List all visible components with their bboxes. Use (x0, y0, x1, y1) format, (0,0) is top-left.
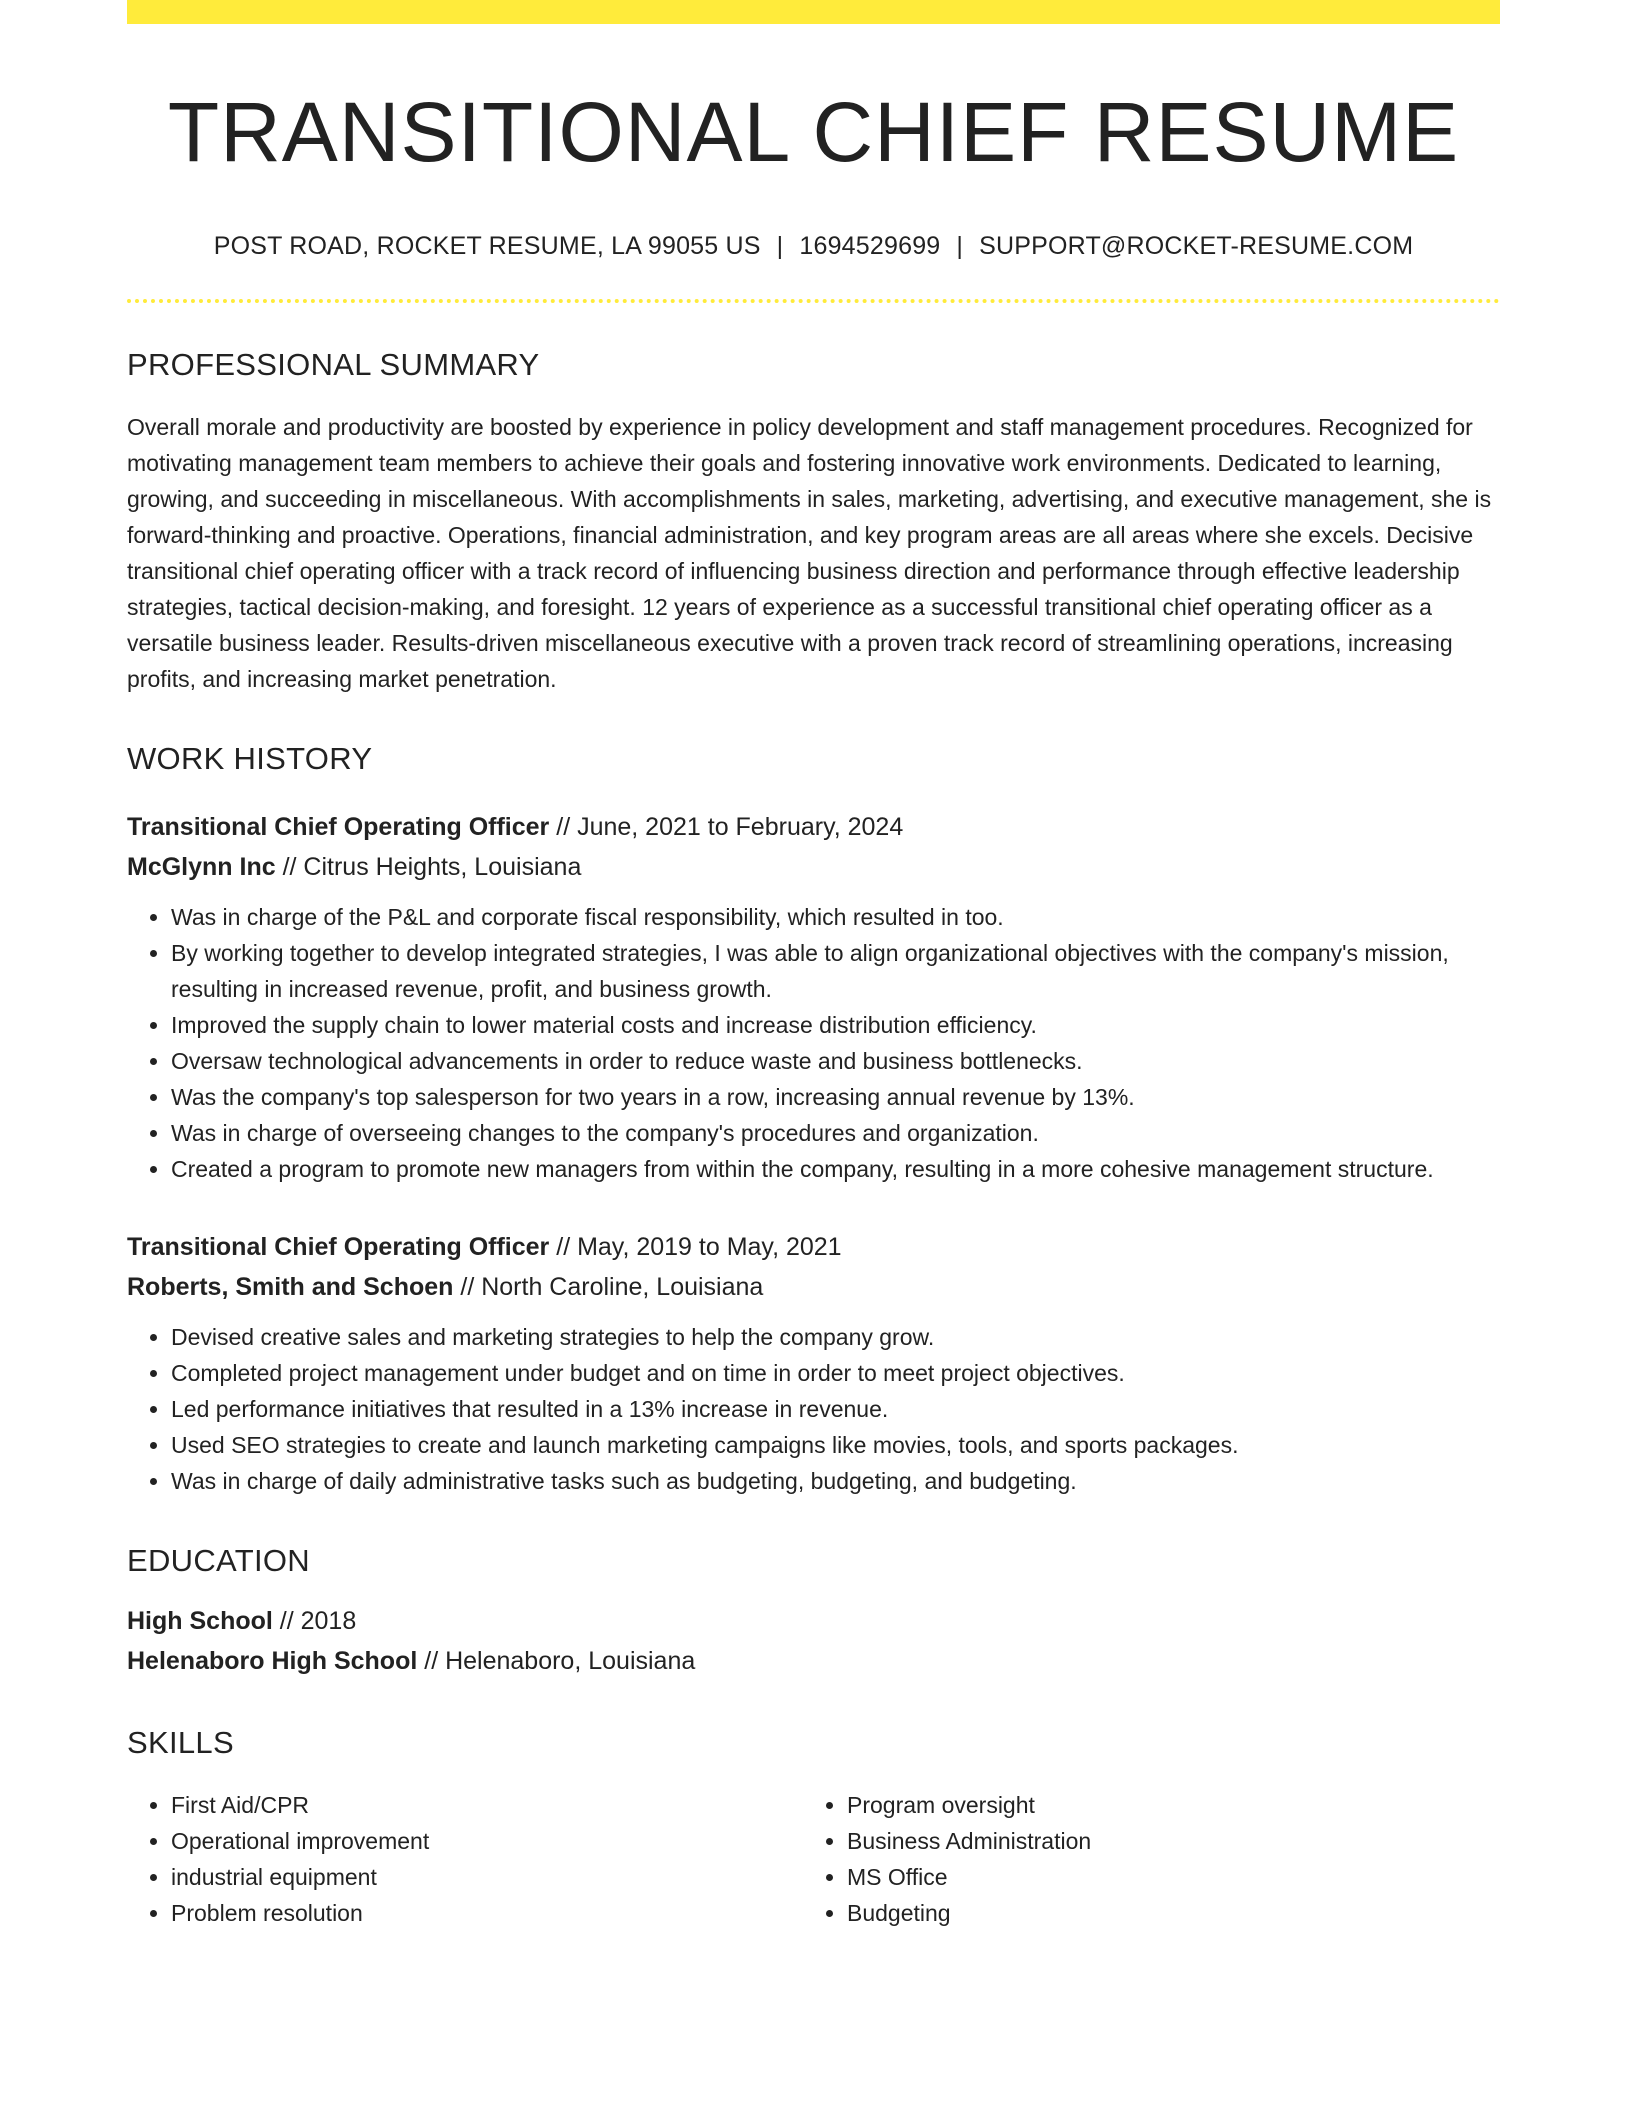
job-role: Transitional Chief Operating Officer (127, 813, 550, 842)
accent-bar (127, 0, 1500, 24)
job-bullets (127, 1319, 1500, 1499)
contact-line (127, 232, 1500, 261)
list-item: • Was in charge of daily administrative tasks such as budgeting, budgeting, and budgeting. (171, 1463, 1500, 1499)
list-item: • Was in charge of the P&L and corporate fiscal responsibility, which resulted in too. (171, 899, 1500, 935)
job-location: // North Caroline, Louisiana (453, 1273, 764, 1302)
education-location: // Helenaboro, Louisiana (417, 1647, 696, 1676)
job-location: // Citrus Heights, Louisiana (275, 853, 582, 882)
education-degree-line (127, 1601, 1500, 1641)
skill-item: • Problem resolution (171, 1895, 803, 1931)
education-heading: EDUCATION (127, 1543, 310, 1579)
summary-text: Overall morale and productivity are boosted by experience in policy development and staff management procedures. Recognized for motivating management team members to achieve their goals and fostering innovative work environments. Dedicated to learning, growing, and succeeding in miscellaneous. With accomplishments in sales, marketing, advertising, and executive management, she is forward-thinking and proactive. Operations, financial administration, and key program areas are all areas where she excels. Decisive transitional chief operating officer with a track record of influencing business direction and performance through effective leadership strategies, tactical decision-making, and foresight. 12 years of experience as a successful transitional chief operating officer as a versatile business leader. Results-driven miscellaneous executive with a proven track record of streamlining operations, increasing profits, and increasing market penetration. (127, 414, 1492, 693)
work-history-heading: WORK HISTORY (127, 741, 373, 777)
list-item: • Improved the supply chain to lower material costs and increase distribution efficiency. (171, 1007, 1500, 1043)
skill-item: • Operational improvement (171, 1823, 803, 1859)
job-company: Roberts, Smith and Schoen (127, 1273, 454, 1302)
skills-column-right (803, 1787, 1479, 1931)
skills-column-left (127, 1787, 803, 1931)
list-item: • Was the company's top salesperson for two years in a row, increasing annual revenue by 13%. (171, 1079, 1500, 1115)
job-company: McGlynn Inc (127, 853, 276, 882)
job-bullets (127, 899, 1500, 1187)
education-degree: High School (127, 1607, 273, 1636)
resume-title: TRANSITIONAL CHIEF RESUME (167, 85, 1460, 179)
job-entry (127, 1227, 1500, 1499)
contact-separator: | (776, 232, 784, 261)
job-company-line (127, 1267, 1500, 1307)
email: SUPPORT@ROCKET-RESUME.COM (979, 232, 1414, 261)
list-item: • Led performance initiatives that resulted in a 13% increase in revenue. (171, 1391, 1500, 1427)
list-item: • Oversaw technological advancements in order to reduce waste and business bottlenecks. (171, 1043, 1500, 1079)
job-title-line (127, 807, 1500, 847)
job-dates: // June, 2021 to February, 2024 (549, 813, 904, 842)
education-year: // 2018 (272, 1607, 357, 1636)
job-role: Transitional Chief Operating Officer (127, 1233, 550, 1262)
skill-item: • industrial equipment (171, 1859, 803, 1895)
list-item: • Used SEO strategies to create and launch marketing campaigns like movies, tools, and sports packages. (171, 1427, 1500, 1463)
list-item: • Created a program to promote new managers from within the company, resulting in a more cohesive management structure. (171, 1151, 1500, 1187)
contact-separator: | (956, 232, 964, 261)
job-title-line (127, 1227, 1500, 1267)
list-item: • Was in charge of overseeing changes to the company's procedures and organization. (171, 1115, 1500, 1151)
education-school: Helenaboro High School (127, 1647, 418, 1676)
skills-heading: SKILLS (127, 1725, 234, 1761)
skill-item: • First Aid/CPR (171, 1787, 803, 1823)
education-school-line (127, 1641, 1500, 1681)
phone: 1694529699 (799, 232, 941, 261)
list-item: • By working together to develop integrated strategies, I was able to align organizational objectives with the company's mission, resulting in increased revenue, profit, and business growth. (171, 935, 1500, 1007)
address: POST ROAD, ROCKET RESUME, LA 99055 US (213, 232, 761, 261)
skill-item: • MS Office (847, 1859, 1479, 1895)
header-divider (127, 299, 1500, 303)
education-entry (127, 1601, 1500, 1681)
skill-item: • Program oversight (847, 1787, 1479, 1823)
list-item: • Completed project management under budget and on time in order to meet project objectives. (171, 1355, 1500, 1391)
skill-item: • Business Administration (847, 1823, 1479, 1859)
resume-page (127, 0, 1500, 1931)
list-item: • Devised creative sales and marketing strategies to help the company grow. (171, 1319, 1500, 1355)
job-dates: // May, 2019 to May, 2021 (549, 1233, 842, 1262)
skill-item: • Budgeting (847, 1895, 1479, 1931)
job-entry (127, 807, 1500, 1187)
job-company-line (127, 847, 1500, 887)
skills-list (127, 1787, 1500, 1931)
summary-heading: PROFESSIONAL SUMMARY (127, 347, 540, 383)
